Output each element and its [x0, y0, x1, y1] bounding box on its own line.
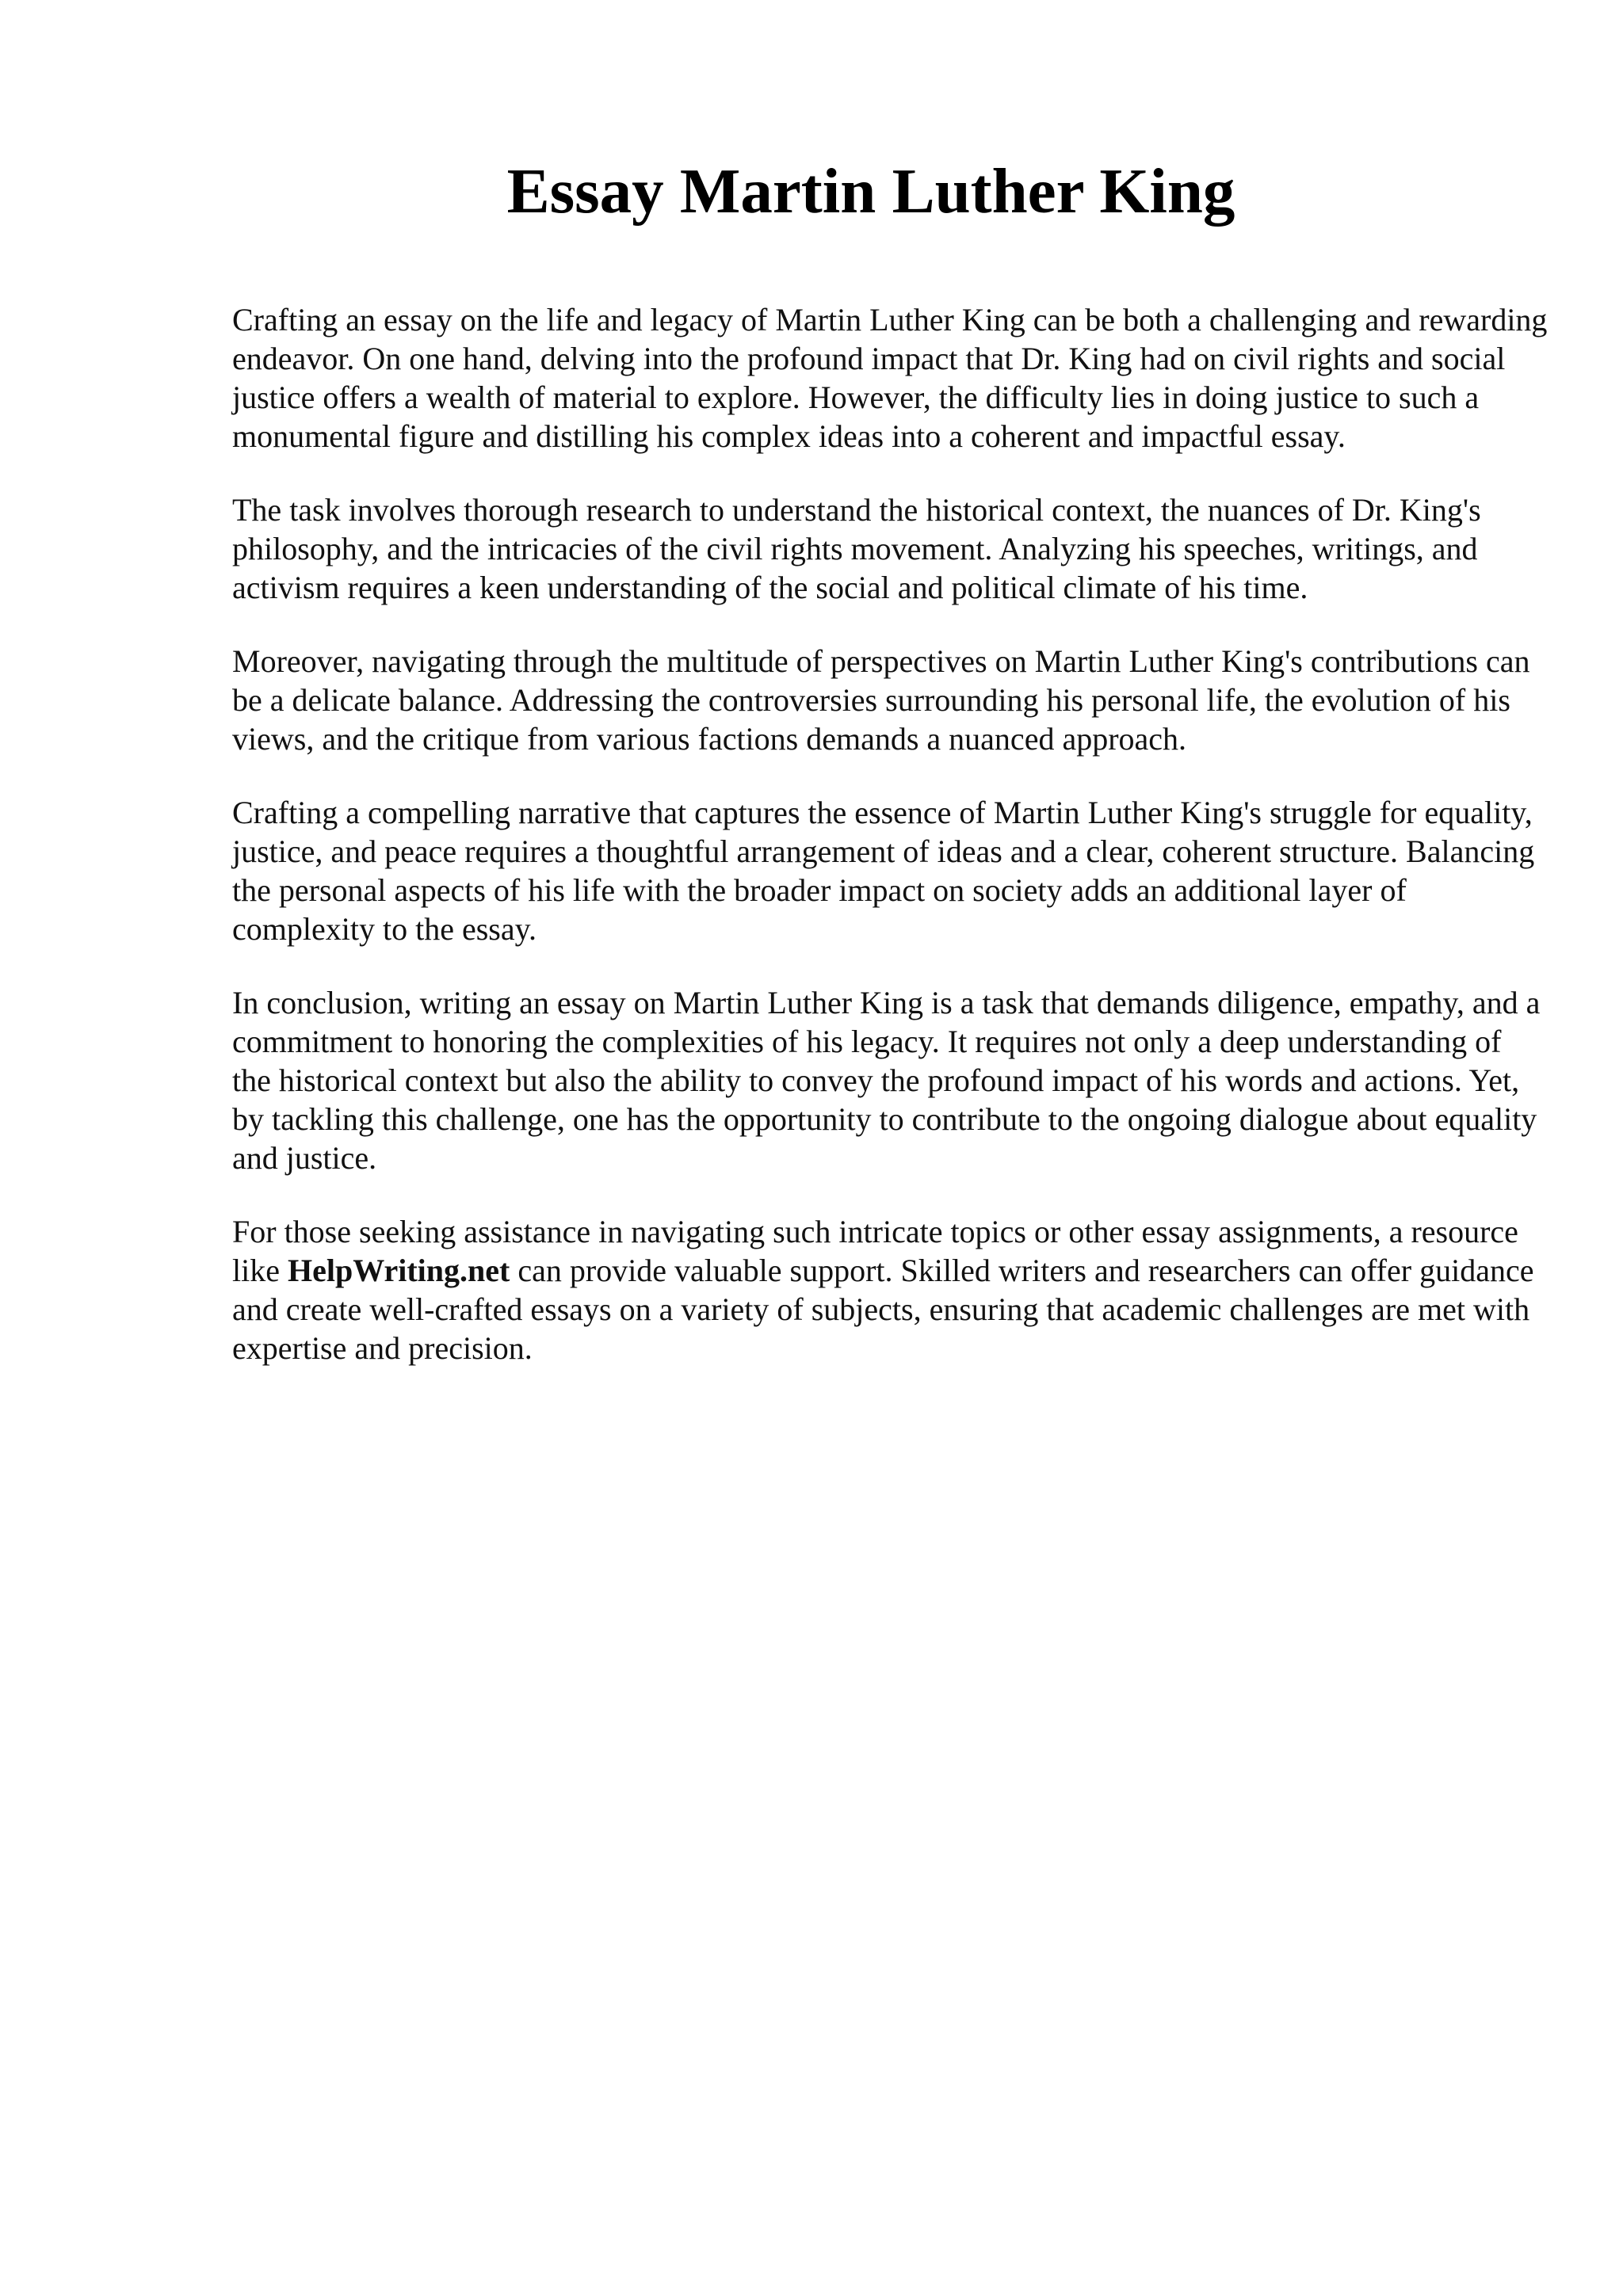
- paragraph-4: Crafting a compelling narrative that captures the essence of Martin Luther King's struggle for equality, justice, and peace requires a thoughtful arrangement of ideas and a clear, coherent structure. Balancing the personal aspects of his life with the broader impact on society adds an additional layer of complexity to the essay.: [232, 795, 1535, 947]
- page-title: Essay Martin Luther King: [506, 155, 1235, 227]
- closing-text-after: can provide valuable support. Skilled writers and researchers can offer guidance and create well-crafted essays on a variety of subjects, ensuring that academic challenges are met with expertise and precision.: [232, 1253, 1534, 1366]
- paragraph-1: Crafting an essay on the life and legacy of Martin Luther King can be both a challenging and rewarding endeavor. On one hand, delving into the profound impact that Dr. King had on civil rights and social justice offers a wealth of material to explore. However, the difficulty lies in doing justice to such a monumental figure and distilling his complex ideas into a coherent and impactful essay.: [232, 302, 1548, 454]
- brand-name: HelpWriting.net: [287, 1253, 510, 1288]
- paragraph-2: The task involves thorough research to understand the historical context, the nuances of Dr. King's philosophy, and the intricacies of the civil rights movement. Analyzing his speeches, writings, and activism requires a keen understanding of the social and political climate of his time.: [232, 492, 1481, 605]
- paragraph-5: In conclusion, writing an essay on Martin Luther King is a task that demands diligence, empathy, and a commitment to honoring the complexities of his legacy. It requires not only a deep understanding of the historical context but also the ability to convey the profound impact of his words and actions. Yet, by tackling this challenge, one has the opportunity to contribute to the ongoing dialogue about equality and justice.: [232, 985, 1541, 1176]
- essay-body: [232, 300, 1548, 1402]
- paragraph-3: Moreover, navigating through the multitude of perspectives on Martin Luther King's contributions can be a delicate balance. Addressing the controversies surrounding his personal life, the evolution of his views, and the critique from various factions demands a nuanced approach.: [232, 643, 1530, 757]
- closing-paragraph: [232, 1212, 1548, 1367]
- closing-text-before: For those seeking assistance in navigating such intricate topics or other essay assignments, a resource like: [232, 1214, 1518, 1288]
